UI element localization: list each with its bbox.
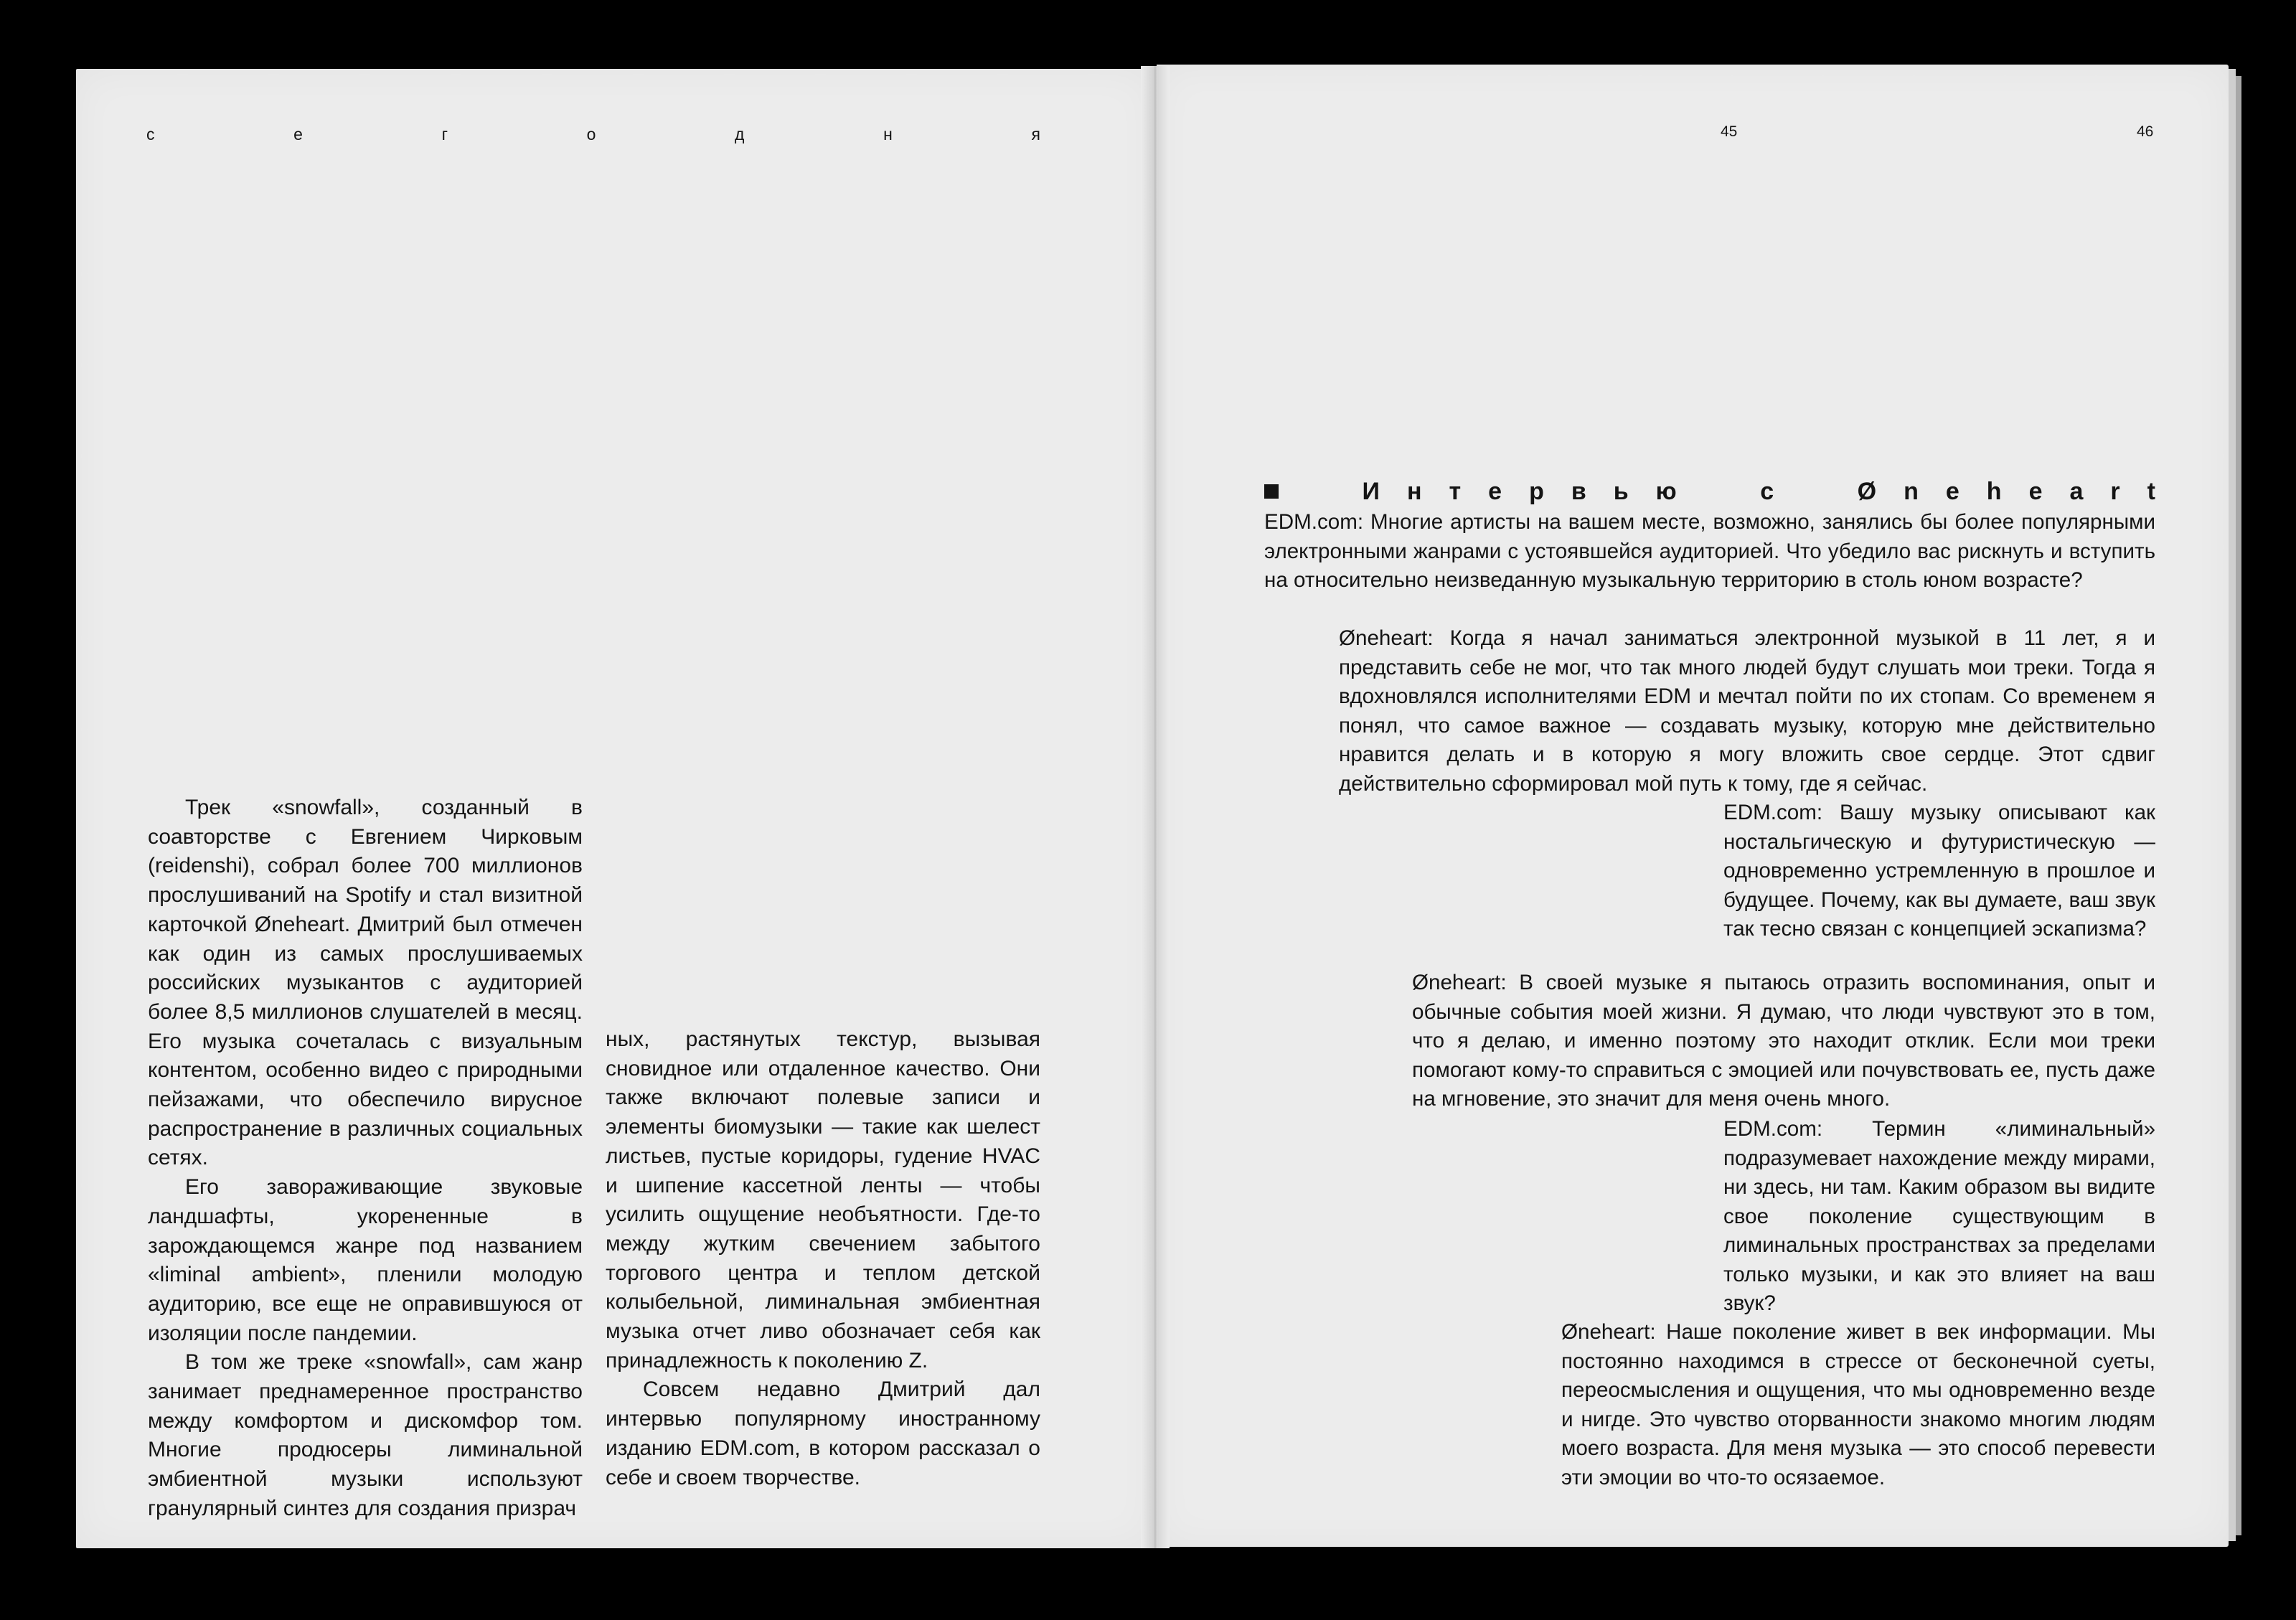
heading-word: И н т е р в ь ю <box>1362 477 1677 505</box>
paragraph: Совсем недавно Дмитрий дал интервью популярному иностранному изданию EDM.com, в котором рассказал о себе и своем творчестве. <box>606 1378 1040 1489</box>
page-stack-edge <box>2229 69 2236 1541</box>
heading-word: Ø n e h e a r t <box>1857 477 2155 505</box>
page-stack-edge-shadow <box>2236 76 2241 1535</box>
header-letter: о <box>586 125 596 143</box>
interview-answer: Øneheart: В своей музыке я пытаюсь отразить воспоминания, опыт и обычные события моей жизни. Я думаю, что люди чувствуют это в том, что я делаю, и именно поэтому это находит отклик. Если мои треки помогают кому-то справиться с эмоцией или почувствовать ее, пусть даже на мгновение, это значит для меня очень много. <box>1412 971 2155 1111</box>
page-number-left: 45 <box>1721 123 1738 140</box>
running-header <box>146 125 1040 144</box>
interview-question: EDM.com: Термин «лиминальный» подразумевает нахождение между мирами, ни здесь, ни там. Каким образом вы видите свое поколение существующим в лиминальных пространствах за пределами только музыки, и как это влияет на ваш звук? <box>1723 1117 2155 1315</box>
header-letter: я <box>1031 125 1040 143</box>
paragraph: В том же треке «snowfall», сам жанр занимает преднамеренное пространство между комфортом и дискомфор том. Многие продюсеры лиминальной эмбиентной музыки используют гранулярный синтез для создания призрач <box>148 1350 583 1520</box>
interview-question: EDM.com: Вашу музыку описывают как ностальгическую и футуристическую — одновременно устремленную в прошлое и будущее. Почему, как вы думаете, ваш звук так тесно связан с концепцией эскапизма? <box>1723 801 2155 941</box>
interview-question: EDM.com: Многие артисты на вашем месте, возможно, занялись бы более популярными электронными жанрами с устоявшейся аудиторией. Что убедило вас рискнуть и вступить на относительно неизведанную музыкальную территорию в столь юном возрасте? <box>1264 510 2155 592</box>
header-letter: с <box>146 125 155 143</box>
header-letter: г <box>441 125 448 143</box>
interview-heading <box>1264 477 2155 506</box>
page-gutter <box>1141 66 1170 1548</box>
interview-answer: Øneheart: Наше поколение живет в век информации. Мы постоянно находимся в стрессе от бесконечной суеты, переосмысления и ощущения, что мы одновременно везде и нигде. Это чувство оторванности знакомо многим людям моего возраста. Для меня музыка — это способ перевести эти эмоции во что-то осязаемое. <box>1561 1320 2155 1489</box>
header-letter: д <box>735 125 745 143</box>
heading-word: с <box>1760 477 1774 505</box>
paragraph: Трек «snowfall», созданный в соавторстве с Евгением Чирковым (reidenshi), собрал более 700 миллионов прослушиваний на Spotify и стал визитной карточкой Øneheart. Дмитрий был отмечен как один из самых прослушиваемых российских музыкантов с аудиторией более 8,5 миллионов слушателей в месяц. Его музыка сочеталась с визуальным контентом, особенно видео с природными пейзажами, что обеспечило вирусное распространение в различных социальных сетях. <box>148 796 583 1170</box>
paragraph: ных, растянутых текстур, вызывая сновидное или отдаленное качество. Они также включают полевые записи и элементы биомузыки — такие как шелест листьев, пустые коридоры, гудение HVAC и шипение кассетной ленты — чтобы усилить ощущение необъятности. Где-то между жутким свечением забытого торгового центра и теплом детской колыбельной, лиминальная эмбиентная музыка отчет ливо обозначает себя как принадлежность к поколению Z. <box>606 1027 1040 1372</box>
header-letter: н <box>883 125 893 143</box>
article-column-2 <box>606 1025 1040 1492</box>
paragraph: Его завораживающие звуковые ландшафты, укорененные в зарождающемся жанре под названием «liminal ambient», пленили молодую аудиторию, все еще не оправившуюся от изоляции после пандемии. <box>148 1175 583 1345</box>
article-column-1 <box>148 793 583 1524</box>
header-letter: е <box>293 125 303 143</box>
page-number-right: 46 <box>2137 123 2154 140</box>
interview-answer: Øneheart: Когда я начал заниматься электронной музыкой в 11 лет, я и представить себе не мог, что так много людей будут слушать мои треки. Тогда я вдохновлялся исполнителями EDM и мечтал пойти по их стопам. Со временем я понял, что самое важное — создавать музыку, которую мне действительно нравится делать и в которую я могу вложить свое сердце. Этот сдвиг действительно сформировал мой путь к тому, где я сейчас. <box>1339 626 2155 796</box>
square-bullet-icon <box>1264 484 1279 499</box>
